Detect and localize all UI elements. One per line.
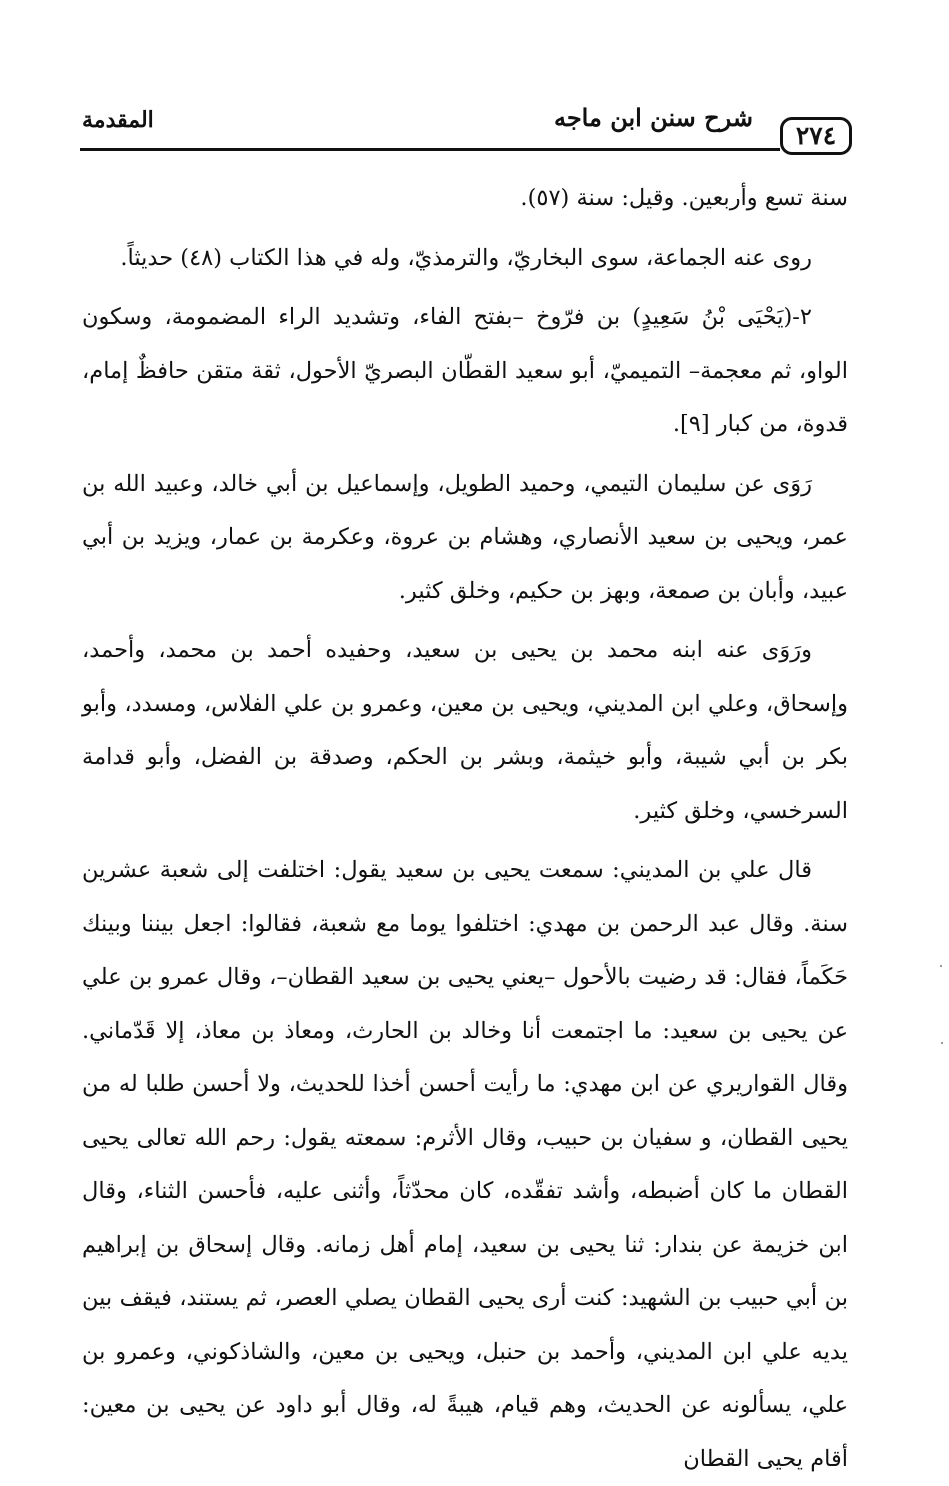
scan-speck xyxy=(941,1042,943,1044)
paragraph-narrators-count: روى عنه الجماعة، سوى البخاريّ، والترمذيّ، وله في هذا الكتاب (٤٨) حديثاً. xyxy=(120,244,812,271)
paragraph-praise: قال علي بن المديني: سمعت يحيى بن سعيد يقول: اختلفت إلى شعبة عشرين سنة. وقال عبد الرحمن بن مهدي: اختلفوا يوما مع شعبة، فقالوا: اجعل بيننا وبينك حَكَماً، فقال: قد رضيت بالأحول –يعني يحيى بن سعيد القطان–، وقال عمرو بن علي عن يحيى بن سعيد: ما اجتمعت أنا وخالد بن الحارث، ومعاذ بن معاذ، إلا قَدّماني. وقال القواريري عن ابن مهدي: ما رأيت أحسن أخذا للحديث، ولا أحسن طلبا له من يحيى القطان، و سفيان بن حبيب، وقال الأثرم: سمعته يقول: رحم الله تعالى يحيى القطان ما كان أضبطه، وأشد تفقّده، كان محدّثاً، وأثنى عليه، فأحسن الثناء، وقال ابن خزيمة عن بندار: ثنا يحيى بن سعيد، إمام أهل زمانه. وقال إسحاق بن إبراهيم بن أبي حبيب بن الشهيد: كنت أرى يحيى القطان يصلي العصر، ثم يستند، فيقف بين يديه علي ابن المديني، وأحمد بن حنبل، ويحيى بن معين، والشاذكوني، وعمرو بن علي، يسألونه عن الحديث، وهم قيام، هيبةً له، وقال أبو داود عن يحيى بن معين: أقام يحيى القطان xyxy=(82,857,848,1472)
book-title: شرح سنن ابن ماجه xyxy=(553,103,753,132)
scan-speck xyxy=(940,965,942,967)
paragraph-biography: ٢-(يَحْيَى بْنُ سَعِيدٍ) بن فرّوخ –بفتح الفاء، وتشديد الراء المضمومة، وسكون الواو، ثم معجمة– التميميّ، أبو سعيد القطّان البصريّ الأحول، ثقة متقن حافظٌ إمام، قدوة، من كبار [٩]. xyxy=(82,304,848,437)
header-rule xyxy=(80,148,780,151)
section-title: المقدمة xyxy=(82,107,154,133)
paragraph-narrated-by: ورَوَى عنه ابنه محمد بن يحيى بن سعيد، وحفيده أحمد بن محمد، وأحمد، وإسحاق، وعلي ابن المديني، ويحيى بن معين، وعمرو بن علي الفلاس، ومسدد، وأبو بكر بن أبي شيبة، وأبو خيثمة، وبشر بن الحكم، وصدقة بن الفضل، وأبو قدامة السرخسي، وخلق كثير. xyxy=(82,637,848,824)
paragraph-death-year: سنة تسع وأربعين. وقيل: سنة (٥٧). xyxy=(520,185,848,211)
page-number: ٢٧٤ xyxy=(780,117,852,155)
paragraph-narrated-from: رَوَى عن سليمان التيمي، وحميد الطويل، وإسماعيل بن أبي خالد، وعبيد الله بن عمر، ويحيى بن سعيد الأنصاري، وهشام بن عروة، وعكرمة بن عمار، ويزيد بن أبي عبيد، وأبان بن صمعة، وبهز بن حكيم، وخلق كثير. xyxy=(82,470,848,604)
body-text xyxy=(82,172,848,1486)
